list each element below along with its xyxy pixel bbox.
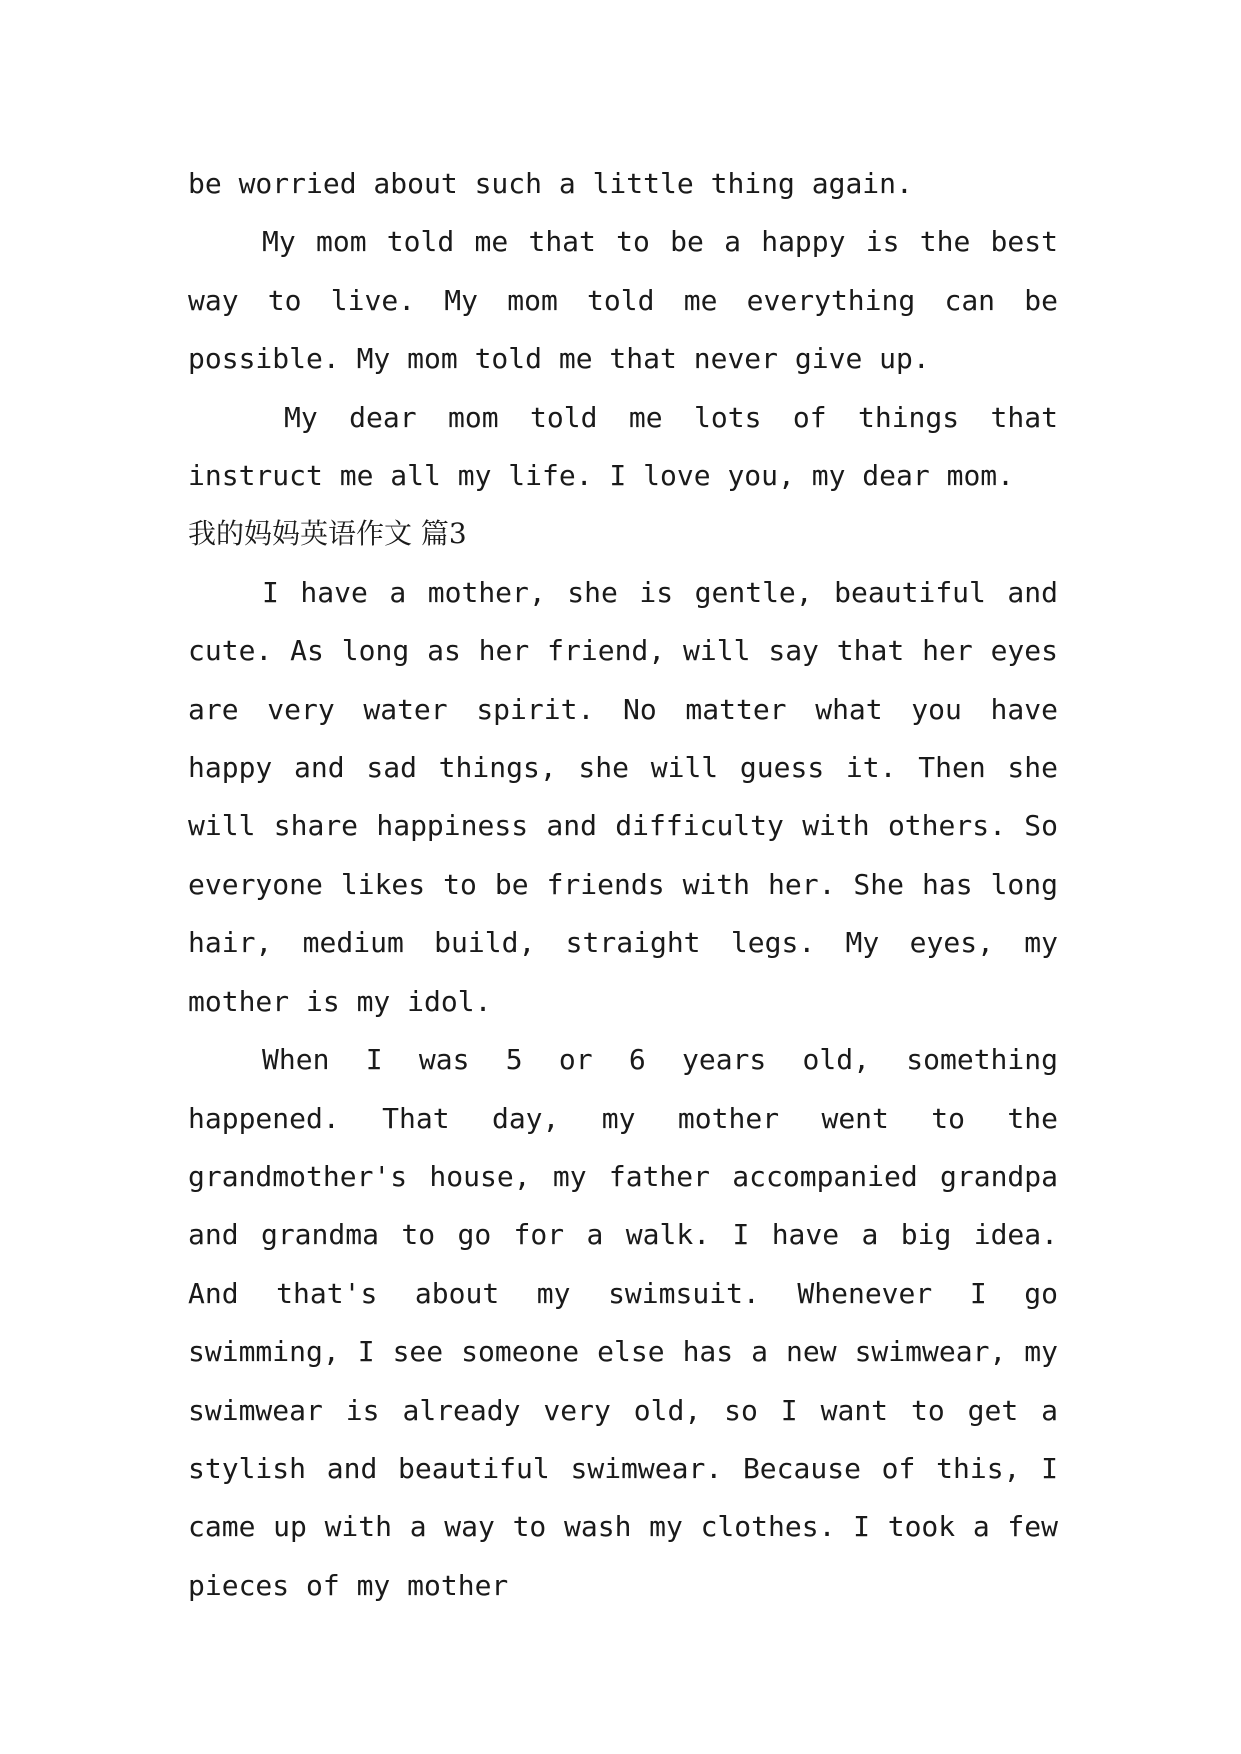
paragraph-mom-told-me: My mom told me that to be a happy is the best way to live. My mom told me everything can be possible. My mom told me that never give up. bbox=[188, 225, 1058, 376]
paragraph-mother-description: I have a mother, she is gentle, beautiful and cute. As long as her friend, will say that her eyes are very water spirit. No matter what you have happy and sad things, she will guess it. Then she will share happiness and difficulty with others. So everyone likes to be friends with her. She has long hair, medium build, straight legs. My eyes, my mother is my idol. bbox=[188, 575, 1058, 1018]
paragraph-swimsuit-story: When I was 5 or 6 years old, something happened. That day, my mother went to the grandmother's house, my father accompanied grandpa and grandma to go for a walk. I have a big idea. And that's about my swimsuit. Whenever I go swimming, I see someone else has a new swimwear, my swimwear is already very old, so I want to get a stylish and beautiful swimwear. Because of this, I came up with a way to wash my clothes. I took a few pieces of my mother bbox=[188, 1043, 1058, 1602]
section-heading: 我的妈妈英语作文 篇3 bbox=[188, 517, 467, 551]
paragraph-continuation: be worried about such a little thing again. bbox=[188, 167, 913, 200]
document-body bbox=[188, 155, 1058, 1615]
paragraph-dear-mom: My dear mom told me lots of things that instruct me all my life. I love you, my dear mom. bbox=[188, 400, 1058, 493]
